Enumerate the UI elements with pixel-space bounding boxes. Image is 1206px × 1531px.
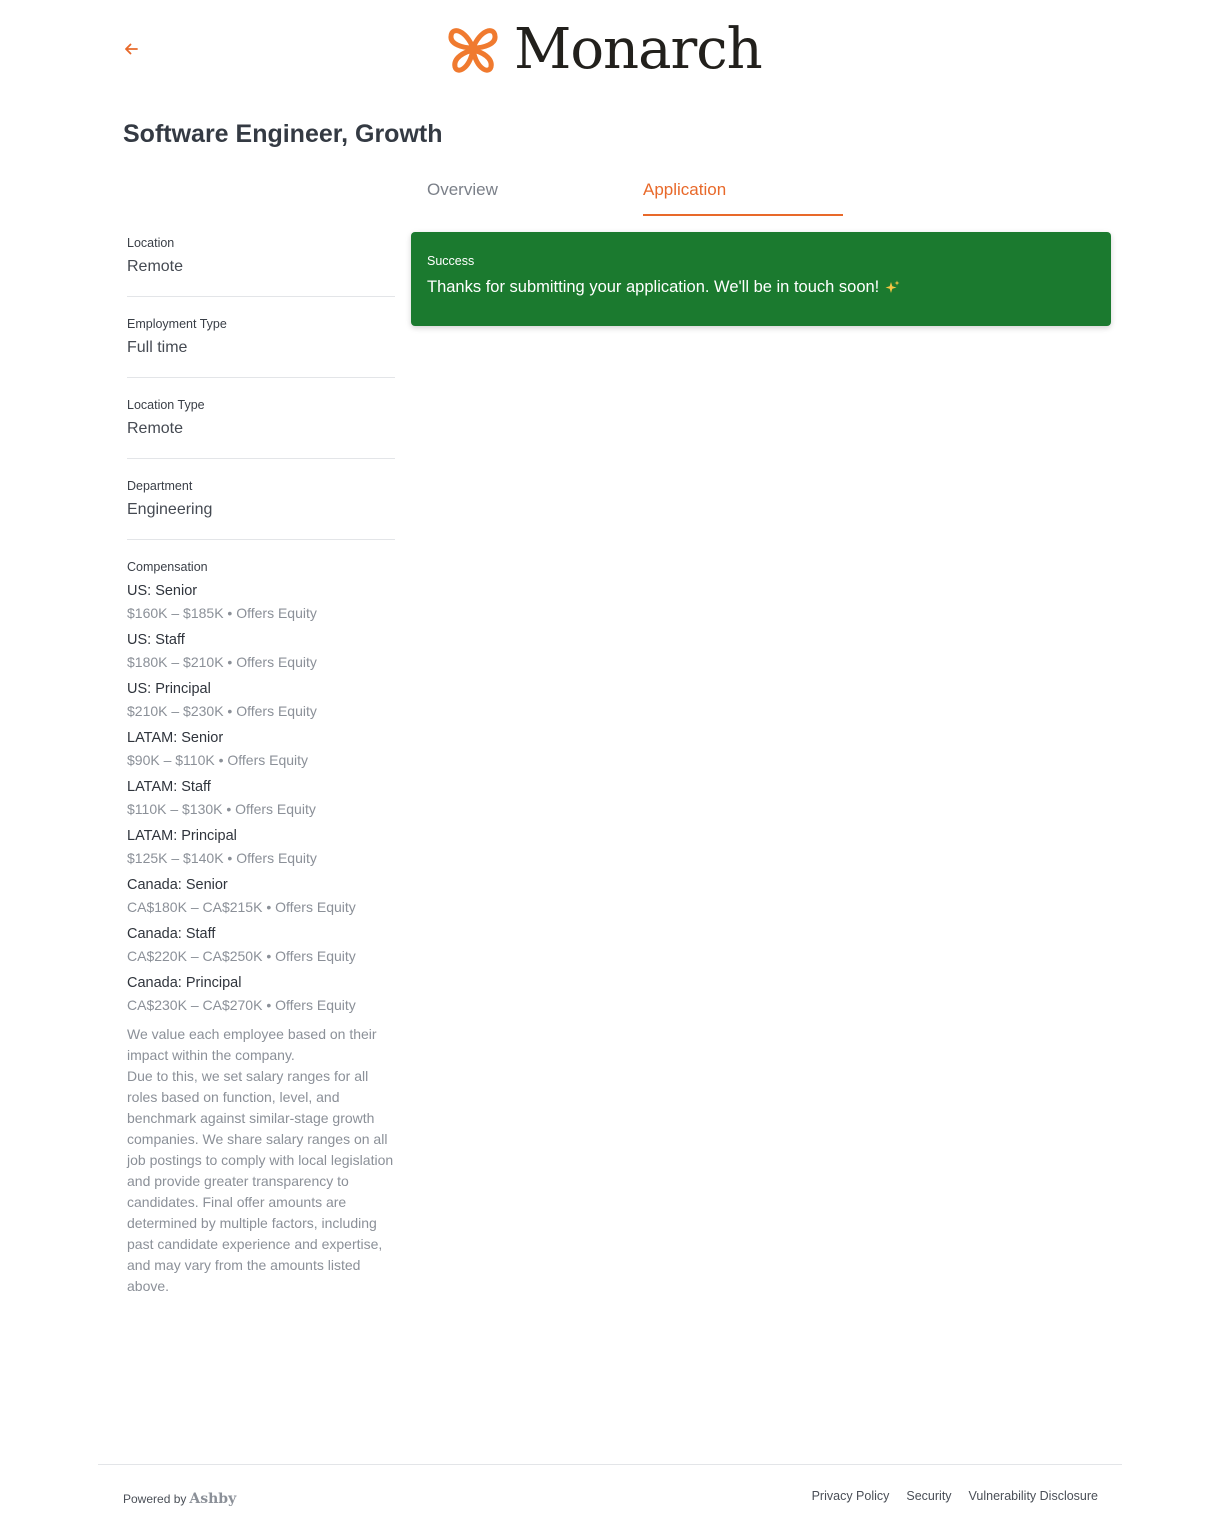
privacy-policy-link[interactable]: Privacy Policy bbox=[811, 1489, 890, 1503]
meta-location-type bbox=[127, 398, 395, 459]
compensation-range: $125K – $140K • Offers Equity bbox=[127, 850, 317, 866]
meta-label: Department bbox=[127, 479, 193, 493]
compensation-item bbox=[127, 681, 395, 719]
compensation-range: $210K – $230K • Offers Equity bbox=[127, 703, 317, 719]
compensation-item bbox=[127, 583, 395, 621]
compensation-item bbox=[127, 730, 395, 768]
compensation-tier: Canada: Senior bbox=[127, 877, 228, 893]
compensation-item bbox=[127, 926, 395, 964]
meta-value: Full time bbox=[127, 339, 188, 356]
compensation-tier: US: Staff bbox=[127, 632, 185, 648]
compensation-label: Compensation bbox=[127, 560, 208, 574]
arrow-left-icon bbox=[123, 41, 139, 57]
page-footer bbox=[98, 1464, 1122, 1531]
compensation-item bbox=[127, 975, 395, 1013]
compensation-range: CA$220K – CA$250K • Offers Equity bbox=[127, 948, 356, 964]
compensation-note-body: Due to this, we set salary ranges for all roles based on function, level, and benchmark against similar-stage growth companies. We share salary ranges on all job postings to comply with local legislation and provide greater transparency to candidates. Final offer amounts are determined by multiple factors, including past candidate experience and expertise, and may vary from the amounts listed above. bbox=[127, 1068, 394, 1294]
compensation-note-intro: We value each employee based on their impact within the company. bbox=[127, 1026, 377, 1063]
butterfly-logo-icon bbox=[446, 24, 500, 76]
compensation-tier: LATAM: Principal bbox=[127, 828, 237, 844]
compensation-range: $160K – $185K • Offers Equity bbox=[127, 605, 317, 621]
success-alert bbox=[411, 232, 1111, 326]
meta-value: Remote bbox=[127, 420, 184, 437]
ashby-logo: Ashby bbox=[189, 1491, 237, 1507]
compensation-item bbox=[127, 877, 395, 915]
meta-value: Remote bbox=[127, 258, 184, 275]
footer-links bbox=[812, 1489, 1098, 1503]
compensation-tier: US: Principal bbox=[127, 681, 211, 697]
meta-label: Employment Type bbox=[127, 317, 227, 331]
powered-by-label: Powered by bbox=[123, 1492, 187, 1506]
compensation-item bbox=[127, 828, 395, 866]
compensation-range: $180K – $210K • Offers Equity bbox=[127, 654, 317, 670]
back-button[interactable] bbox=[120, 38, 142, 60]
brand-logo[interactable] bbox=[446, 17, 762, 82]
compensation-range: CA$230K – CA$270K • Offers Equity bbox=[127, 997, 356, 1013]
compensation-range: $110K – $130K • Offers Equity bbox=[127, 801, 316, 817]
sparkles-icon bbox=[883, 279, 901, 297]
meta-value: Engineering bbox=[127, 501, 213, 518]
tab-overview[interactable]: Overview bbox=[427, 180, 498, 199]
powered-by[interactable] bbox=[123, 1491, 236, 1507]
compensation-range: CA$180K – CA$215K • Offers Equity bbox=[127, 899, 356, 915]
alert-message-row bbox=[427, 278, 1095, 297]
compensation-item bbox=[127, 632, 395, 670]
meta-location bbox=[127, 236, 395, 297]
tab-bar bbox=[411, 168, 1111, 216]
compensation-range: $90K – $110K • Offers Equity bbox=[127, 752, 309, 768]
compensation-tier: LATAM: Senior bbox=[127, 730, 224, 746]
compensation-tier: LATAM: Staff bbox=[127, 779, 211, 795]
security-link[interactable]: Security bbox=[906, 1489, 952, 1503]
meta-department bbox=[127, 479, 395, 540]
vulnerability-disclosure-link[interactable]: Vulnerability Disclosure bbox=[968, 1489, 1098, 1503]
job-details-sidebar bbox=[127, 236, 395, 1297]
page-title: Software Engineer, Growth bbox=[123, 120, 443, 148]
meta-label: Location bbox=[127, 236, 175, 250]
compensation-tier: US: Senior bbox=[127, 583, 198, 599]
compensation-tier: Canada: Staff bbox=[127, 926, 216, 942]
compensation-item bbox=[127, 779, 395, 817]
brand-name: Monarch bbox=[514, 17, 762, 82]
meta-employment-type bbox=[127, 317, 395, 378]
compensation-tier: Canada: Principal bbox=[127, 975, 242, 991]
alert-message: Thanks for submitting your application. We'll be in touch soon! bbox=[427, 278, 880, 296]
meta-label: Location Type bbox=[127, 398, 205, 412]
alert-title: Success bbox=[427, 254, 475, 268]
compensation-section bbox=[127, 560, 395, 1297]
tab-application[interactable]: Application bbox=[643, 168, 843, 216]
